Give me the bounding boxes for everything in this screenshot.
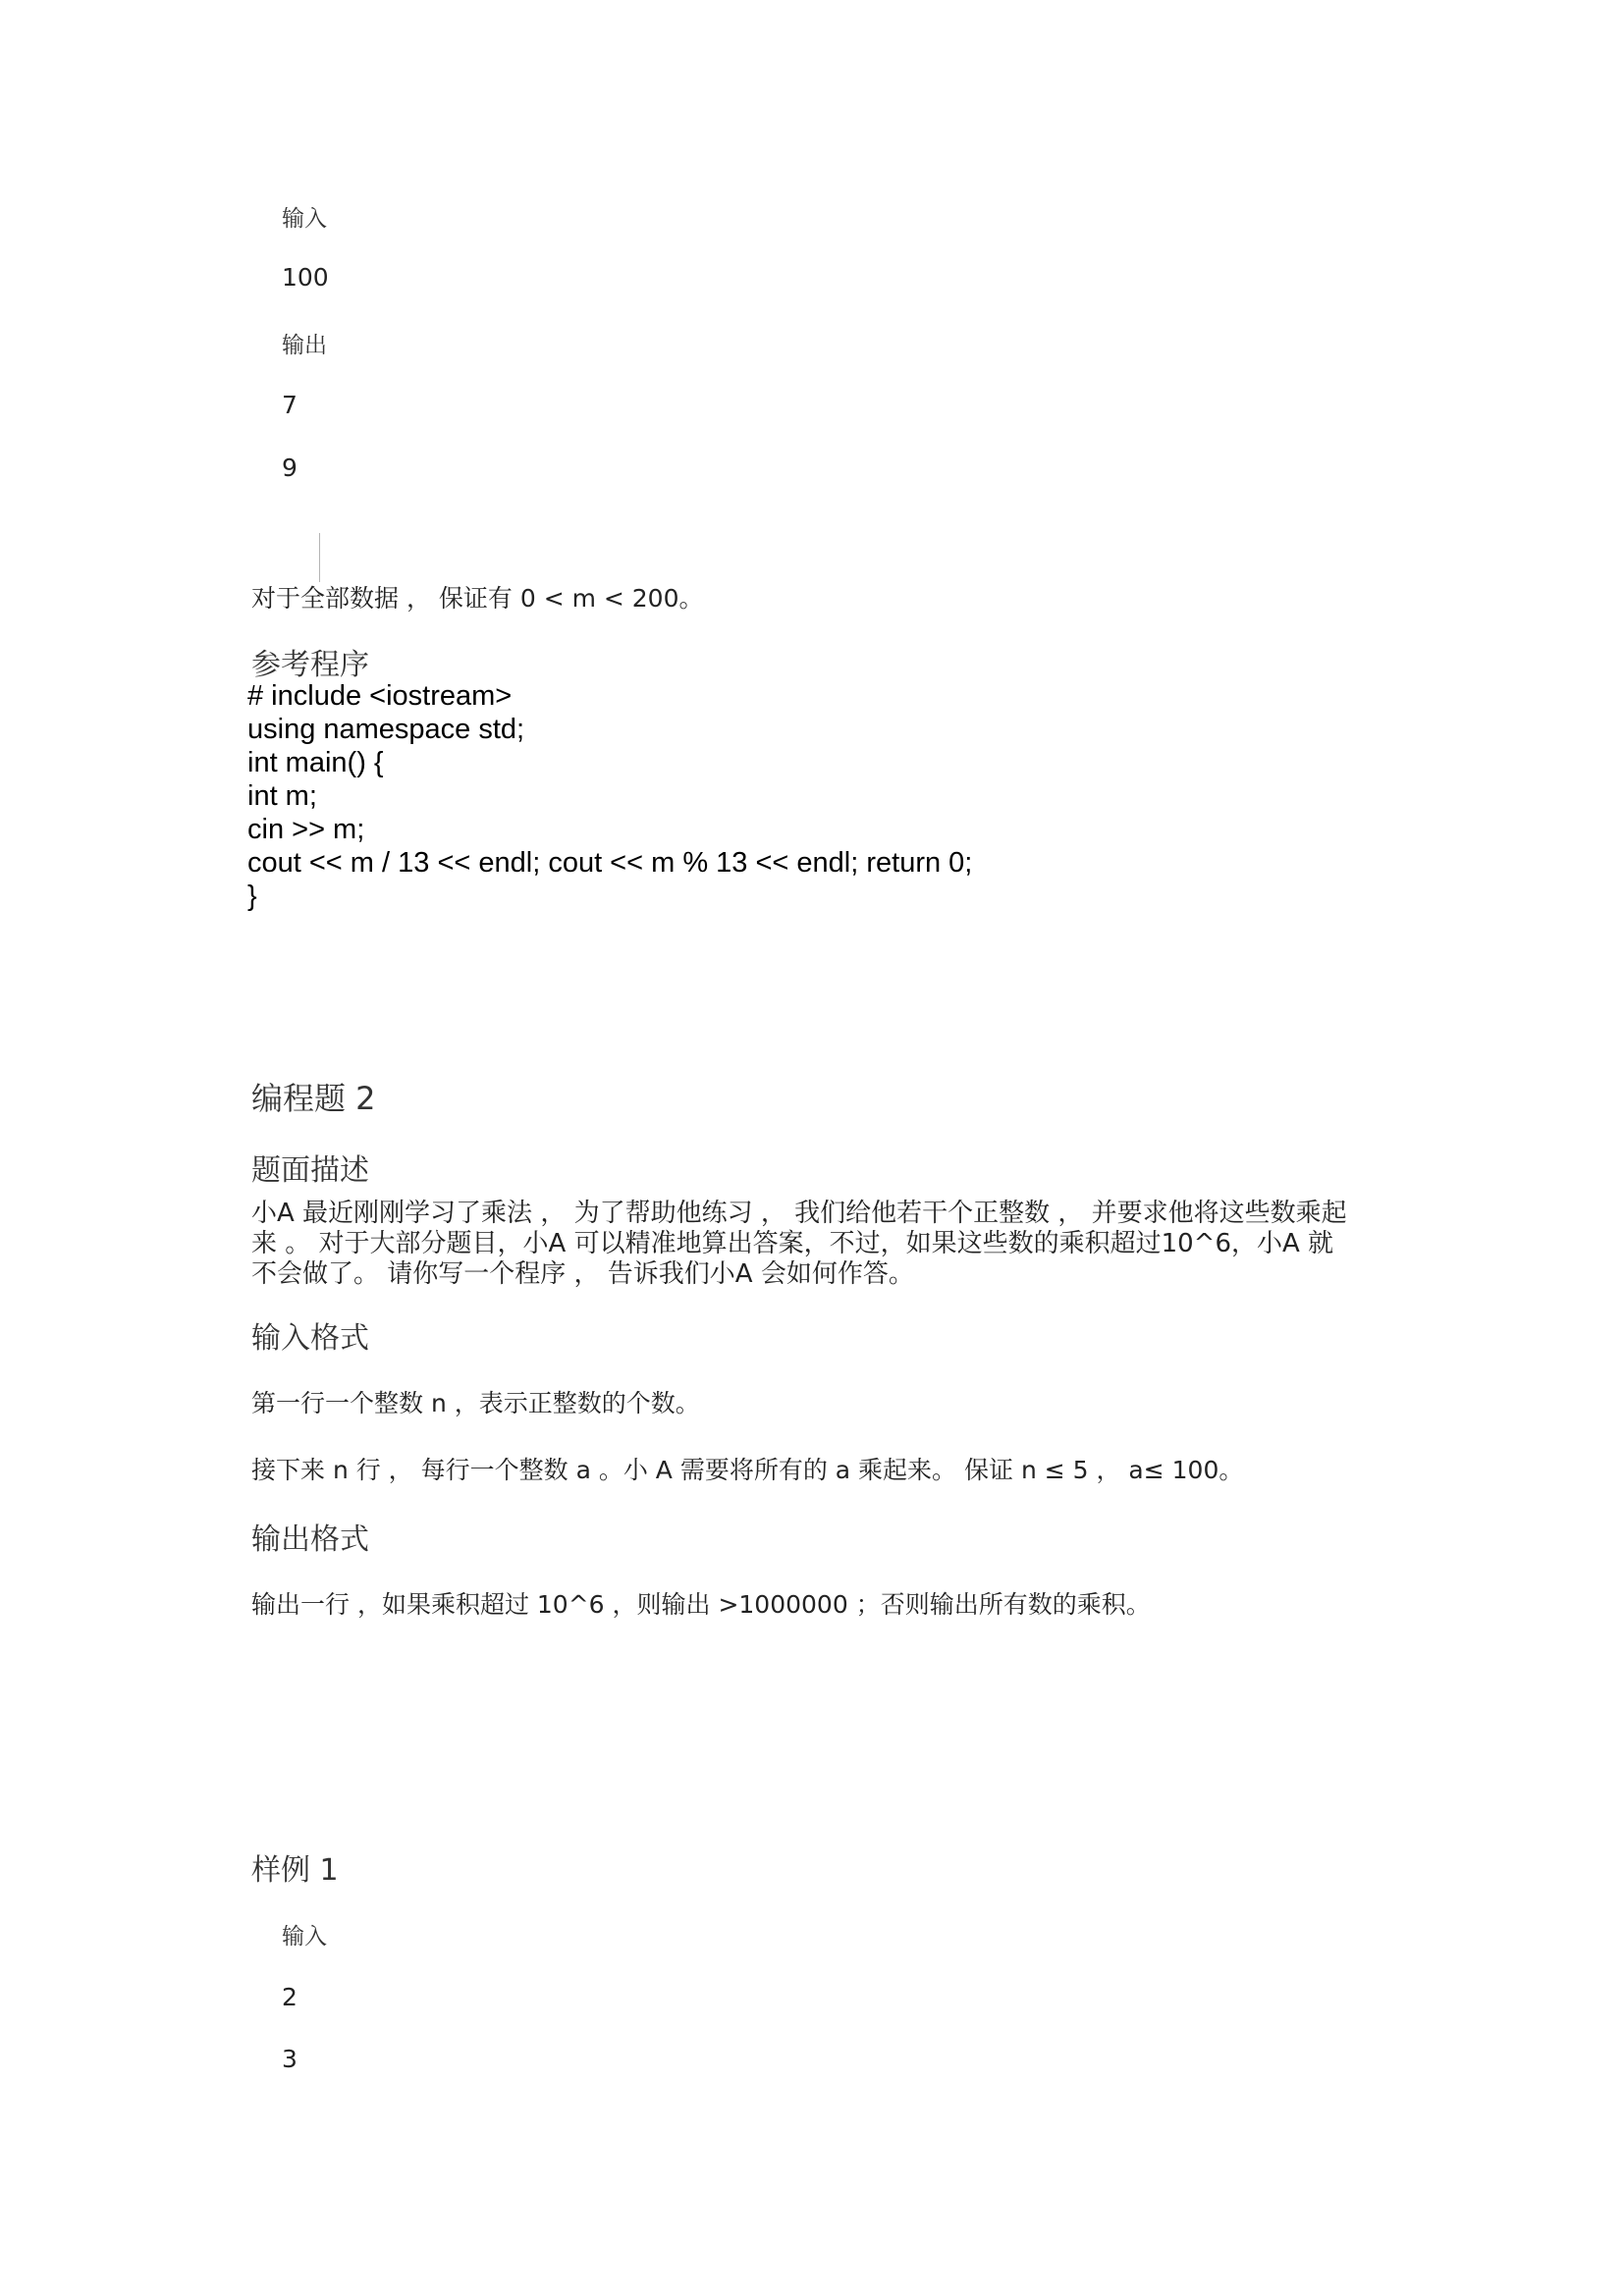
output-format-line: 输出一行 ，如果乘积超过 10^6 ，则输出 >1000000 ；否则输出所有数的乘积。 <box>251 1590 1151 1619</box>
description-paragraph <box>251 1199 1380 1290</box>
sample-output-value-2: 9 <box>282 454 298 482</box>
code-line: cin >> m; <box>247 814 365 845</box>
code-line: int main() { <box>247 747 384 778</box>
sample-input-value-2: 3 <box>282 2045 298 2073</box>
code-line: int m; <box>247 780 317 812</box>
reference-heading: 参考程序 <box>251 648 369 682</box>
sample-input-label: 输入 <box>282 1924 327 1949</box>
text-cursor <box>319 533 320 582</box>
description-line: 小A 最近刚刚学习了乘法 ， 为了帮助他练习 ， 我们给他若干个正整数 ， 并要求他将这些数乘起 <box>251 1199 1347 1228</box>
description-heading: 题面描述 <box>251 1153 369 1188</box>
input-format-heading: 输入格式 <box>251 1321 369 1356</box>
code-line: } <box>247 881 257 912</box>
code-block <box>247 679 972 913</box>
description-line: 来 。 对于大部分题目，小A 可以精准地算出答案，不过，如果这些数的乘积超过10^6，小A 就 <box>251 1229 1334 1258</box>
sample-input-value-1: 2 <box>282 1983 298 2011</box>
code-line: cout << m / 13 << endl; cout << m % 13 << endl; return 0; <box>247 847 973 879</box>
output-format-heading: 输出格式 <box>251 1522 369 1557</box>
sample-output-label: 输出 <box>282 333 327 358</box>
description-line: 不会做了。 请你写一个程序 ， 告诉我们小A 会如何作答。 <box>251 1259 914 1289</box>
sample-input-value: 100 <box>282 263 329 292</box>
code-line: using namespace std; <box>247 714 525 745</box>
input-format-line-2: 接下来 n 行 ， 每行一个整数 a 。小 A 需要将所有的 a 乘起来。 保证 n ≤ 5 ， a≤ 100。 <box>251 1456 1244 1484</box>
code-line: # include <iostream> <box>247 680 513 712</box>
sample-heading: 样例 1 <box>251 1853 339 1888</box>
constraint-text: 对于全部数据 ， 保证有 0 < m < 200。 <box>251 584 704 613</box>
input-format-line-1: 第一行一个整数 n ，表示正整数的个数。 <box>251 1389 700 1417</box>
sample-input-label: 输入 <box>282 206 327 232</box>
problem2-title: 编程题 2 <box>251 1080 376 1117</box>
sample-output-value-1: 7 <box>282 391 298 419</box>
